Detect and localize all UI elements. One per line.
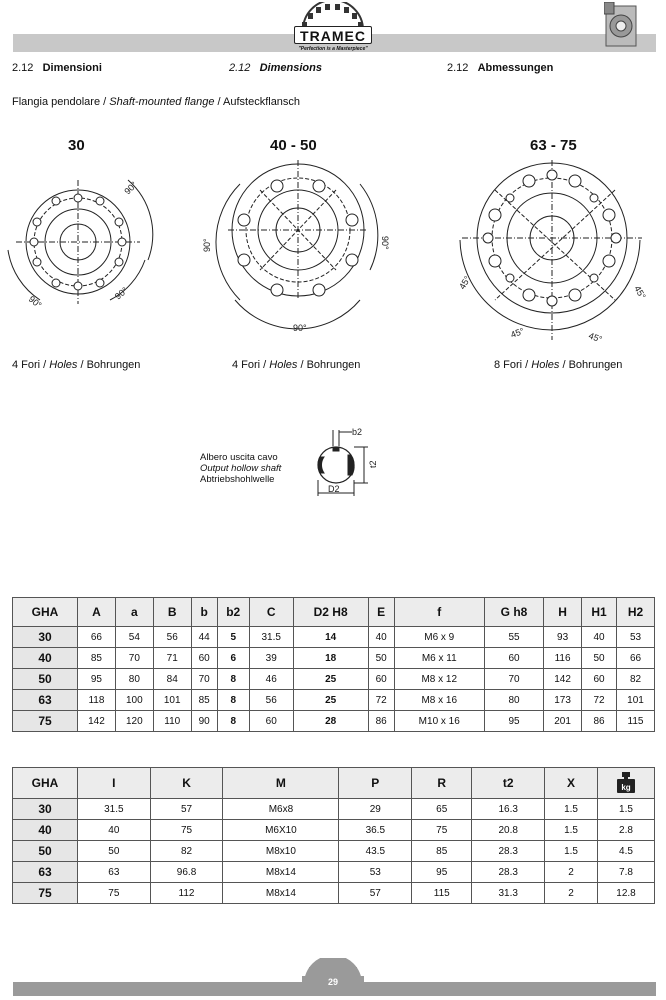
- table-cell: 31.5: [249, 627, 293, 648]
- brand-tagline: "Perfection is a Masterpiece": [298, 46, 368, 52]
- table-cell: 57: [150, 799, 223, 820]
- table-cell: 118: [78, 690, 116, 711]
- col-header: X: [545, 768, 598, 799]
- table-row: [13, 648, 655, 669]
- row-header-cell: 30: [13, 799, 78, 820]
- row-header-cell: 63: [13, 862, 78, 883]
- table-cell: 86: [368, 711, 394, 732]
- table-cell: 80: [115, 669, 153, 690]
- table-cell: 100: [115, 690, 153, 711]
- col-header: GHA: [13, 598, 78, 627]
- table-cell: 44: [191, 627, 217, 648]
- table-cell: 53: [339, 862, 412, 883]
- table-cell: 173: [544, 690, 582, 711]
- angle-label: 90°: [122, 179, 140, 197]
- table-cell: M6X10: [223, 820, 339, 841]
- table-cell: 95: [78, 669, 116, 690]
- flange-30-drawing: [0, 160, 170, 350]
- table-cell: 29: [339, 799, 412, 820]
- col-header: b: [191, 598, 217, 627]
- flange-63-75-drawing: [440, 160, 655, 350]
- table-cell: 80: [484, 690, 543, 711]
- table-cell: 25: [293, 669, 368, 690]
- table-cell: 28: [293, 711, 368, 732]
- flange-40-50-drawing: [200, 160, 400, 350]
- table-row: [13, 820, 655, 841]
- table-row: [13, 627, 655, 648]
- table-cell: 70: [191, 669, 217, 690]
- table-row: [13, 669, 655, 690]
- col-header: H: [544, 598, 582, 627]
- table-cell: 85: [191, 690, 217, 711]
- col-header: E: [368, 598, 394, 627]
- table-cell: 43.5: [339, 841, 412, 862]
- table-cell: 36.5: [339, 820, 412, 841]
- weight-icon: [615, 770, 637, 794]
- table-cell: 54: [115, 627, 153, 648]
- flange-size-30: 30: [68, 137, 85, 154]
- table-cell: 2.8: [598, 820, 655, 841]
- gearbox-icon: [604, 2, 638, 48]
- table-cell: 142: [544, 669, 582, 690]
- flange-subtitle: Flangia pendolare / Shaft-mounted flange / Aufsteckflansch: [12, 96, 301, 108]
- table-cell: 50: [78, 841, 151, 862]
- table-cell: M8 x 16: [394, 690, 484, 711]
- col-header: GHA: [13, 768, 78, 799]
- table-cell: 120: [115, 711, 153, 732]
- table-cell: 142: [78, 711, 116, 732]
- table-cell: 115: [412, 883, 472, 904]
- table-cell: 20.8: [472, 820, 545, 841]
- table-cell: M8x14: [223, 883, 339, 904]
- holes-caption-63-75: 8 Fori / Holes / Bohrungen: [494, 359, 623, 371]
- angle-label: 90°: [293, 323, 307, 333]
- col-header: G h8: [484, 598, 543, 627]
- table-cell: 6: [217, 648, 249, 669]
- page-number: 29: [327, 977, 338, 987]
- table-row: [13, 711, 655, 732]
- table-row: [13, 690, 655, 711]
- col-header: M: [223, 768, 339, 799]
- table-cell: 25: [293, 690, 368, 711]
- table-cell: 8: [217, 669, 249, 690]
- table-cell: 50: [368, 648, 394, 669]
- table-row: [13, 799, 655, 820]
- angle-label: 90°: [26, 293, 44, 311]
- table-cell: 86: [582, 711, 617, 732]
- table-cell: 82: [150, 841, 223, 862]
- row-header-cell: 30: [13, 627, 78, 648]
- table-row: [13, 841, 655, 862]
- table-cell: 53: [617, 627, 655, 648]
- col-header: a: [115, 598, 153, 627]
- table-cell: 116: [544, 648, 582, 669]
- table-cell: 55: [484, 627, 543, 648]
- table-cell: 101: [153, 690, 191, 711]
- table-cell: 60: [249, 711, 293, 732]
- flange-size-63-75: 63 - 75: [530, 137, 577, 154]
- dimensions-table-1: [12, 597, 655, 732]
- row-header-cell: 63: [13, 690, 78, 711]
- table-row: [13, 862, 655, 883]
- col-header: t2: [472, 768, 545, 799]
- holes-caption-30: 4 Fori / Holes / Bohrungen: [12, 359, 141, 371]
- table-cell: 85: [412, 841, 472, 862]
- brand-logo: TRAMEC: [294, 26, 372, 44]
- table-header-row: [13, 768, 655, 799]
- table-cell: 90: [191, 711, 217, 732]
- col-header: K: [150, 768, 223, 799]
- dimensions-table-2: [12, 767, 655, 904]
- angle-label: 45°: [632, 284, 648, 301]
- col-header: A: [78, 598, 116, 627]
- hollow-shaft-diagram: [306, 420, 386, 500]
- table-cell: 7.8: [598, 862, 655, 883]
- table-cell: 18: [293, 648, 368, 669]
- col-header: H1: [582, 598, 617, 627]
- angle-label: 90°: [202, 238, 212, 252]
- holes-caption-40-50: 4 Fori / Holes / Bohrungen: [232, 359, 361, 371]
- table-cell: 101: [617, 690, 655, 711]
- table-cell: M8 x 12: [394, 669, 484, 690]
- table-cell: 72: [368, 690, 394, 711]
- angle-label: 45°: [509, 325, 526, 340]
- table-cell: 57: [339, 883, 412, 904]
- t2-label: t2: [368, 460, 378, 468]
- table-cell: 60: [582, 669, 617, 690]
- table-cell: M6 x 9: [394, 627, 484, 648]
- table-cell: 75: [78, 883, 151, 904]
- table-cell: 95: [412, 862, 472, 883]
- section-title-it: 2.12 Dimensioni: [12, 62, 102, 74]
- table-cell: 84: [153, 669, 191, 690]
- angle-label: 45°: [457, 274, 473, 291]
- table-cell: 1.5: [545, 841, 598, 862]
- row-header-cell: 40: [13, 820, 78, 841]
- row-header-cell: 75: [13, 711, 78, 732]
- table-cell: 40: [78, 820, 151, 841]
- table-cell: 1.5: [545, 799, 598, 820]
- table-cell: 56: [249, 690, 293, 711]
- table-cell: 71: [153, 648, 191, 669]
- table-cell: 46: [249, 669, 293, 690]
- col-header: b2: [217, 598, 249, 627]
- angle-label: 90°: [380, 236, 390, 250]
- table-cell: 201: [544, 711, 582, 732]
- table-cell: 70: [484, 669, 543, 690]
- table-cell: 50: [582, 648, 617, 669]
- table-cell: 8: [217, 690, 249, 711]
- row-header-cell: 40: [13, 648, 78, 669]
- col-header: D2 H8: [293, 598, 368, 627]
- angle-label: 90°: [112, 285, 130, 302]
- row-header-cell: 75: [13, 883, 78, 904]
- table-cell: 31.5: [78, 799, 151, 820]
- table-cell: M6 x 11: [394, 648, 484, 669]
- b2-label: b2: [352, 427, 363, 437]
- section-title-en: 2.12 Dimensions: [229, 62, 322, 74]
- flange-size-40-50: 40 - 50: [270, 137, 317, 154]
- table-cell: 39: [249, 648, 293, 669]
- table-cell: 95: [484, 711, 543, 732]
- d2-label: D2: [328, 484, 340, 494]
- table-cell: 96.8: [150, 862, 223, 883]
- table-cell: 66: [617, 648, 655, 669]
- table-cell: 2: [545, 862, 598, 883]
- table-cell: 75: [150, 820, 223, 841]
- table-cell: 28.3: [472, 841, 545, 862]
- table-cell: M8x10: [223, 841, 339, 862]
- table-cell: 14: [293, 627, 368, 648]
- svg-text:kg: kg: [621, 782, 631, 792]
- col-header: B: [153, 598, 191, 627]
- table-cell: 1.5: [598, 799, 655, 820]
- table-cell: M10 x 16: [394, 711, 484, 732]
- col-header: I: [78, 768, 151, 799]
- table-cell: 28.3: [472, 862, 545, 883]
- col-header: f: [394, 598, 484, 627]
- table-cell: 60: [484, 648, 543, 669]
- table-cell: 5: [217, 627, 249, 648]
- table-cell: 112: [150, 883, 223, 904]
- table-cell: 110: [153, 711, 191, 732]
- table-cell: 65: [412, 799, 472, 820]
- col-header: H2: [617, 598, 655, 627]
- table-cell: 12.8: [598, 883, 655, 904]
- table-cell: 40: [582, 627, 617, 648]
- table-cell: 60: [191, 648, 217, 669]
- section-title-de: 2.12 Abmessungen: [447, 62, 554, 74]
- table-cell: 16.3: [472, 799, 545, 820]
- table-cell: 82: [617, 669, 655, 690]
- table-cell: 31.3: [472, 883, 545, 904]
- col-header: R: [412, 768, 472, 799]
- table-cell: 85: [78, 648, 116, 669]
- table-cell: 1.5: [545, 820, 598, 841]
- table-cell: 75: [412, 820, 472, 841]
- table-cell: M8x14: [223, 862, 339, 883]
- shaft-caption: Albero uscita cavo Output hollow shaft Abtriebshohlwelle: [200, 452, 282, 485]
- table-cell: 63: [78, 862, 151, 883]
- weight-col-header: [598, 768, 655, 799]
- table-row: [13, 883, 655, 904]
- table-cell: 8: [217, 711, 249, 732]
- table-cell: 2: [545, 883, 598, 904]
- col-header: C: [249, 598, 293, 627]
- table-cell: 4.5: [598, 841, 655, 862]
- row-header-cell: 50: [13, 841, 78, 862]
- table-cell: 40: [368, 627, 394, 648]
- table-cell: 115: [617, 711, 655, 732]
- table-cell: 66: [78, 627, 116, 648]
- angle-label: 45°: [587, 330, 604, 345]
- col-header: P: [339, 768, 412, 799]
- table-cell: M6x8: [223, 799, 339, 820]
- table-cell: 72: [582, 690, 617, 711]
- table-cell: 93: [544, 627, 582, 648]
- table-cell: 70: [115, 648, 153, 669]
- row-header-cell: 50: [13, 669, 78, 690]
- table-header-row: [13, 598, 655, 627]
- table-cell: 56: [153, 627, 191, 648]
- table-cell: 60: [368, 669, 394, 690]
